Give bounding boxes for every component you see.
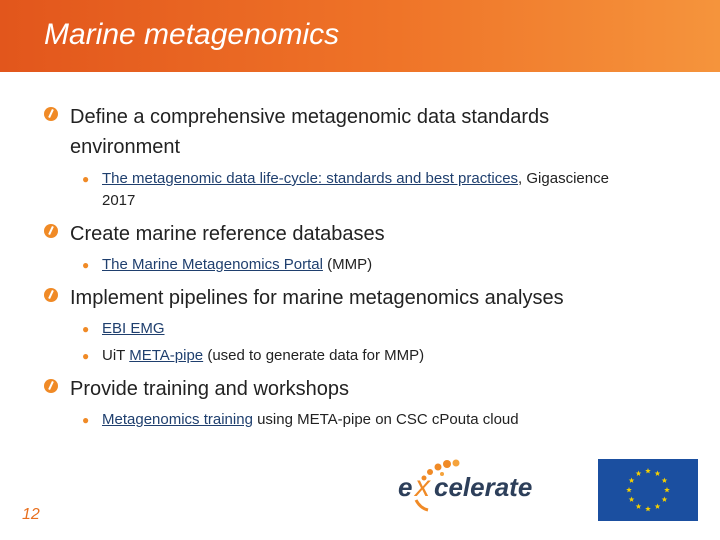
svg-text:e: e [398, 472, 413, 502]
pen-nib-icon [44, 288, 58, 302]
sub-bullet-text [102, 318, 165, 340]
sub-bullet-ebi-emg [82, 318, 642, 340]
sub-bullet-rest: (used to generate data for MMP) [203, 347, 425, 364]
link-lifecycle-paper[interactable]: The metagenomic data life-cycle: standards and best practices [102, 170, 519, 187]
bullet-text: Define a comprehensive metagenomic data standards environment [70, 106, 550, 158]
sub-bullet-pre: UiT [102, 347, 130, 364]
dot-icon: ● [82, 349, 90, 363]
sub-bullet-training [82, 409, 662, 431]
bullet-text: Provide training and workshops [70, 378, 350, 400]
dot-icon: ● [82, 258, 90, 272]
dot-icon: ● [82, 322, 90, 336]
sub-bullet-rest: , Gigascience 2017 [102, 170, 609, 209]
eu-flag [598, 459, 698, 521]
link-ebi-emg[interactable]: EBI EMG [102, 320, 165, 337]
svg-text:x: x [415, 470, 430, 503]
bullet-text: Implement pipelines for marine metagenomics analyses [70, 287, 564, 309]
page-number: 12 [22, 506, 40, 523]
bullet-standards [44, 102, 644, 162]
dot-icon: ● [82, 172, 90, 186]
slide-title: Marine metagenomics [44, 18, 340, 51]
sub-bullet-text [102, 409, 519, 431]
pen-nib-icon [44, 224, 58, 238]
excelerate-logo [398, 458, 568, 518]
sub-bullet-mmp [82, 254, 642, 276]
link-metagenomics-training[interactable]: Metagenomics training [102, 411, 253, 428]
bullet-pipelines [44, 283, 684, 313]
sub-bullet-text [102, 168, 642, 212]
sub-bullet-rest: (MMP) [322, 256, 373, 273]
slide-header [0, 0, 720, 72]
dot-icon: ● [82, 413, 90, 427]
bullet-text: Create marine reference databases [70, 223, 385, 245]
sub-bullet-text [102, 345, 424, 367]
sub-bullet-text [102, 254, 372, 276]
pen-nib-icon [44, 107, 58, 121]
sub-bullet-meta-pipe [82, 345, 642, 367]
bullet-databases [44, 219, 664, 249]
pen-nib-icon [44, 379, 58, 393]
sub-bullet-standards-paper [82, 168, 642, 212]
bullet-training [44, 374, 664, 404]
link-mmp[interactable]: The Marine Metagenomics Portal [102, 256, 323, 273]
sub-bullet-rest: using META-pipe on CSC cPouta cloud [252, 411, 519, 428]
svg-text:celerate: celerate [434, 472, 533, 502]
link-meta-pipe[interactable]: META-pipe [129, 347, 204, 364]
